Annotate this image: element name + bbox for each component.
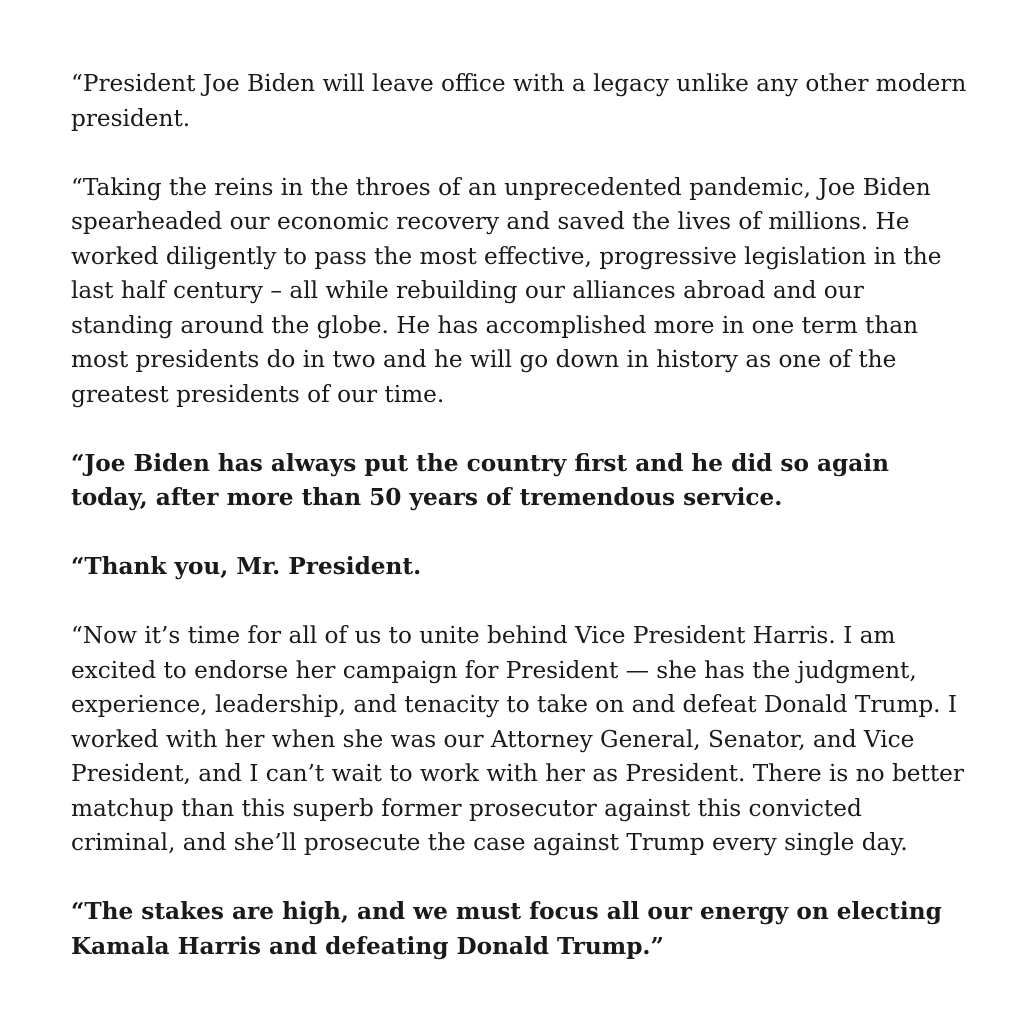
paragraph-record: “Taking the reins in the throes of an unprecedented pandemic, Joe Biden spearheaded our economic recovery and saved the lives of millions. He worked diligently to pass the most effective, progressive legislation in the last half century – all while rebuilding our alliances abroad and our standing around the globe. He has accomplished more in one term than most presidents do in two and he will go down in history as one of the greatest presidents of our time. [71, 173, 942, 408]
paragraph-closing: “The stakes are high, and we must focus all our energy on electing Kamala Harris and defeating Donald Trump.” [71, 898, 942, 960]
statement-body [71, 67, 971, 999]
paragraph-endorsement: “Now it’s time for all of us to unite behind Vice President Harris. I am excited to endorse her campaign for President — she has the judgment, experience, leadership, and tenacity to take on and defeat Donald Trump. I worked with her when she was our Attorney General, Senator, and Vice President, and I can’t wait to work with her as President. There is no better matchup than this superb former prosecutor against this convicted criminal, and she’ll prosecute the case against Trump every single day. [71, 622, 964, 856]
paragraph-thank-you: “Thank you, Mr. President. [71, 553, 422, 580]
paragraph-legacy: “President Joe Biden will leave office with a legacy unlike any other modern president. [71, 70, 967, 132]
paragraph-country-first: “Joe Biden has always put the country first and he did so again today, after more than 50 years of tremendous service. [71, 449, 889, 511]
